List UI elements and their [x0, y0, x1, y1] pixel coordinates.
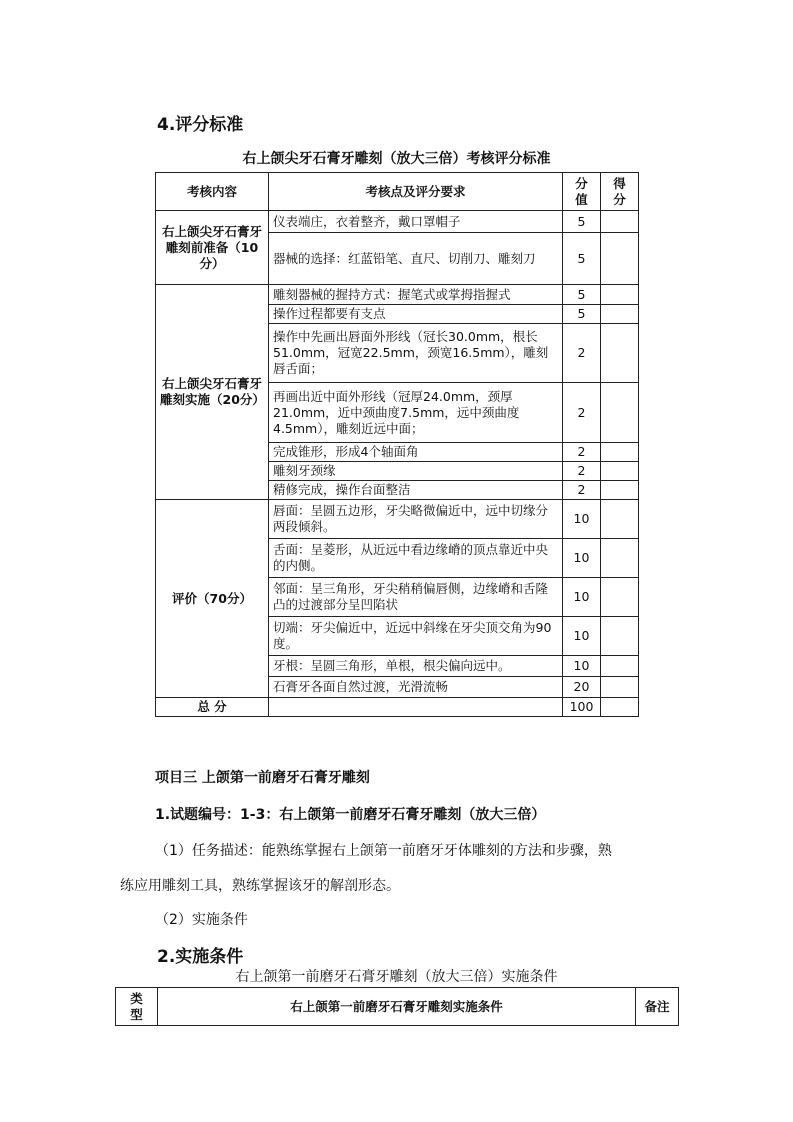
item-got — [601, 656, 639, 677]
item-got — [601, 500, 639, 539]
project-title: 项目三 上颌第一前磨牙石膏牙雕刻 — [155, 770, 370, 786]
group-label: 右上颌尖牙石膏牙雕刻前准备（10分） — [156, 211, 269, 285]
item-got — [601, 481, 639, 500]
item-got — [601, 233, 639, 285]
item-score: 2 — [563, 383, 601, 443]
item-text: 牙根：呈圆三角形，单根，根尖偏向远中。 — [269, 656, 563, 677]
total-got — [601, 698, 639, 717]
item-text: 雕刻牙颈缘 — [269, 462, 563, 481]
item-text: 器械的选择：红蓝铅笔、直尺、切削刀、雕刻刀 — [269, 233, 563, 285]
item-text: 操作过程都要有支点 — [269, 305, 563, 324]
item-text: 操作中先画出唇面外形线（冠长30.0mm，根长51.0mm，冠宽22.5mm，颈宽16.5mm），雕刻唇舌面； — [269, 324, 563, 383]
task-line-2: 练应用雕刻工具，熟练掌握该牙的解剖形态。 — [120, 878, 400, 894]
item-got — [601, 305, 639, 324]
section-heading-conditions: 2.实施条件 — [157, 947, 244, 967]
header-score: 分值 — [563, 173, 601, 211]
item-score: 5 — [563, 285, 601, 305]
item-text: 完成锥形，形成4个轴面角 — [269, 443, 563, 462]
item-score: 10 — [563, 578, 601, 617]
table-row — [156, 285, 639, 305]
item-score: 10 — [563, 500, 601, 539]
item-text: 雕刻器械的握持方式：握笔式或掌拇指握式 — [269, 285, 563, 305]
total-row — [156, 698, 639, 717]
section-heading-scoring: 4.评分标准 — [157, 115, 244, 135]
item-score: 10 — [563, 539, 601, 578]
score-table-caption: 右上颌尖牙石膏牙雕刻（放大三倍）考核评分标准 — [242, 151, 551, 167]
item-got — [601, 617, 639, 656]
item-score: 5 — [563, 211, 601, 233]
score-table — [155, 172, 639, 717]
item-score: 2 — [563, 481, 601, 500]
item-score: 20 — [563, 677, 601, 698]
item-text: 再画出近中面外形线（冠厚24.0mm，颈厚21.0mm，近中颈曲度7.5mm，远中颈曲度4.5mm），雕刻近远中面； — [269, 383, 563, 443]
header-got: 得分 — [601, 173, 639, 211]
item-text: 精修完成，操作台面整洁 — [269, 481, 563, 500]
item-text: 唇面：呈圆五边形，牙尖略微偏近中，远中切缘分两段倾斜。 — [269, 500, 563, 539]
total-label: 总 分 — [156, 698, 269, 717]
item-score: 2 — [563, 324, 601, 383]
conditions-line: （2）实施条件 — [155, 912, 248, 928]
item-got — [601, 285, 639, 305]
item-score: 2 — [563, 443, 601, 462]
item-score: 5 — [563, 233, 601, 285]
item-score: 5 — [563, 305, 601, 324]
item-got — [601, 383, 639, 443]
conditions-table — [115, 987, 679, 1026]
header-note: 备注 — [636, 988, 679, 1026]
total-score: 100 — [563, 698, 601, 717]
header-points: 考核点及评分要求 — [269, 173, 563, 211]
cond-table-header — [116, 988, 679, 1026]
table-row — [156, 500, 639, 539]
item-got — [601, 462, 639, 481]
test-item: 1.试题编号：1-3：右上颌第一前磨牙石膏牙雕刻（放大三倍） — [155, 807, 546, 823]
item-got — [601, 211, 639, 233]
item-text: 切端：牙尖偏近中，近远中斜缘在牙尖顶交角为90度。 — [269, 617, 563, 656]
item-text: 石膏牙各面自然过渡，光滑流畅 — [269, 677, 563, 698]
item-got — [601, 443, 639, 462]
item-text: 仪表端庄，衣着整齐，戴口罩帽子 — [269, 211, 563, 233]
item-got — [601, 677, 639, 698]
item-text: 邻面：呈三角形，牙尖稍稍偏唇侧，边缘嵴和舌隆凸的过渡部分呈凹陷状 — [269, 578, 563, 617]
table-row — [156, 211, 639, 233]
task-line-1: （1）任务描述：能熟练掌握右上颌第一前磨牙牙体雕刻的方法和步骤，熟 — [155, 843, 612, 859]
item-score: 10 — [563, 656, 601, 677]
item-got — [601, 324, 639, 383]
header-content: 考核内容 — [156, 173, 269, 211]
total-empty — [269, 698, 563, 717]
item-score: 2 — [563, 462, 601, 481]
header-type: 类型 — [116, 988, 158, 1026]
item-text: 舌面：呈菱形，从近远中看边缘嵴的顶点靠近中央的内侧。 — [269, 539, 563, 578]
item-score: 10 — [563, 617, 601, 656]
item-got — [601, 539, 639, 578]
header-cond-content: 右上颌第一前磨牙石膏牙雕刻实施条件 — [158, 988, 636, 1026]
score-table-header — [156, 173, 639, 211]
cond-table-caption: 右上颌第一前磨牙石膏牙雕刻（放大三倍）实施条件 — [235, 969, 558, 985]
item-got — [601, 578, 639, 617]
group-label: 右上颌尖牙石膏牙雕刻实施（20分） — [156, 285, 269, 500]
group-label: 评价（70分） — [156, 500, 269, 698]
